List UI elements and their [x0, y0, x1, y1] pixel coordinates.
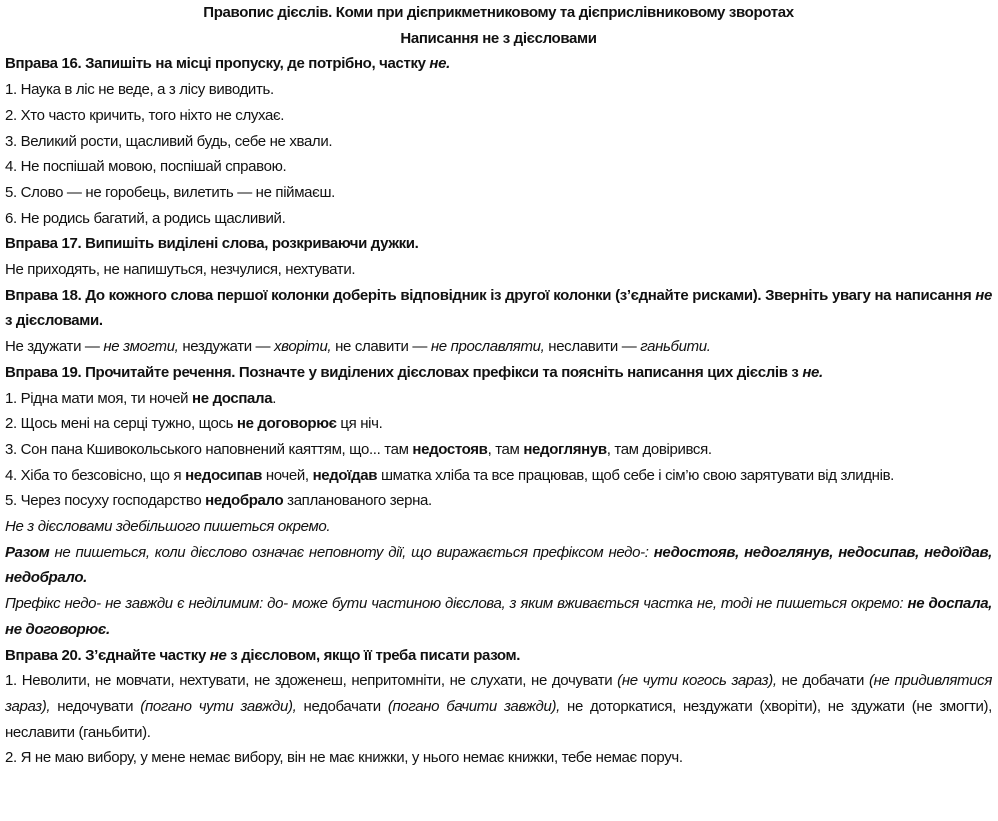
paragraph — [5, 488, 992, 514]
paragraph — [5, 103, 992, 129]
text-run: не — [209, 646, 227, 664]
paragraph — [5, 180, 992, 206]
text-run: не. — [802, 363, 823, 381]
text-run: 1. Наука в ліс не веде, а з лісу виводить. — [5, 81, 274, 99]
text-run: (не чути когось зараз), — [617, 672, 777, 690]
paragraph — [5, 437, 992, 463]
text-run: Не здужати — — [5, 338, 104, 356]
text-run: Вправа 19. Прочитайте речення. Позначте у виділених дієсловах префікси та поясніть написання цих дієслів з — [5, 363, 803, 381]
text-run: 4. Хіба то безсовісно, що я — [5, 466, 186, 484]
exercise-heading — [5, 283, 992, 334]
text-run: 5. Слово — не горобець, вилетить — не піймаєш. — [5, 183, 335, 201]
paragraph — [5, 386, 992, 412]
exercise-heading — [5, 231, 992, 257]
text-run: не договорює — [236, 415, 337, 433]
text-run: не. — [429, 55, 450, 73]
paragraph — [5, 668, 992, 745]
text-run: не добачати — [776, 672, 869, 690]
text-run: 6. Не родись багатий, а родись щасливий. — [5, 209, 286, 227]
text-run: 3. Сон пана Кшивокольського наповнений каяттям, що... там — [5, 440, 413, 458]
text-run: Префікс недо- не завжди є неділимим: до- може бути частиною дієслова, з яким вживається частка не, тоді не пишеться окремо: — [5, 595, 908, 613]
paragraph — [5, 745, 992, 771]
text-run: 2. Щось мені на серці тужно, щось — [5, 415, 237, 433]
text-run: не славити — — [331, 338, 431, 356]
text-run: Написання не з дієсловами — [400, 29, 597, 47]
text-run: недобрало — [205, 492, 284, 510]
text-run: недочувати — [50, 697, 141, 715]
document-title — [5, 26, 992, 52]
text-run: (погано чути завжди), — [140, 697, 297, 715]
text-run: . — [272, 389, 277, 407]
text-run: 2. Я не маю вибору, у мене немає вибору, він не має книжки, у нього немає книжки, тебе немає поруч. — [5, 749, 683, 767]
text-run: запланованого зерна. — [283, 492, 432, 510]
text-run: з дієсловом, якщо її треба писати разом. — [226, 646, 521, 664]
text-run: шматка хліба та все працював, щоб себе і сім’ю свою зарятувати від злиднів. — [377, 466, 894, 484]
text-run: не змогти, — [103, 338, 179, 356]
text-run: (погано бачити завжди), — [387, 697, 560, 715]
exercise-heading — [5, 51, 992, 77]
text-run: ночей, — [262, 466, 313, 484]
text-run: неславити — — [544, 338, 641, 356]
paragraph — [5, 77, 992, 103]
paragraph — [5, 154, 992, 180]
text-run: 1. Неволити, не мовчати, нехтувати, не здоженеш, непритомніти, не слухати, не дочувати — [5, 672, 618, 690]
exercise-heading — [5, 360, 992, 386]
text-run: 3. Великий рости, щасливий будь, себе не хвали. — [5, 132, 333, 150]
exercise-heading — [5, 643, 992, 669]
text-run: 4. Не поспішай мовою, поспішай справою. — [5, 158, 287, 176]
text-run: Вправа 20. З’єднайте частку — [5, 646, 210, 664]
text-run: ця ніч. — [336, 415, 383, 433]
text-run: Правопис дієслів. Коми при дієприкметниковому та дієприслівниковому зворотах — [203, 4, 794, 21]
paragraph — [5, 129, 992, 155]
paragraph — [5, 334, 992, 360]
text-run: не доторкатися, нездужати (хворіти), не здужати (не змогти), неславити (ганьбити). — [5, 697, 992, 741]
text-run: , там — [487, 440, 524, 458]
text-run: недоглянув — [523, 440, 607, 458]
text-run: нездужати — — [178, 338, 275, 356]
text-run: з дієсловами. — [5, 312, 103, 330]
text-run: , там довірився. — [606, 440, 712, 458]
text-run: Вправа 17. Випишіть виділені слова, розкриваючи дужки. — [5, 235, 419, 253]
text-run: 5. Через посуху господарство — [5, 492, 206, 510]
text-run: не доспала — [192, 389, 273, 407]
text-run: недобачати — [296, 697, 388, 715]
text-run: 1. Рідна мати моя, ти ночей — [5, 389, 193, 407]
text-run: Разом — [5, 543, 50, 561]
paragraph — [5, 514, 992, 540]
paragraph — [5, 540, 992, 591]
text-run: Вправа 16. Запишіть на місці пропуску, де потрібно, частку — [5, 55, 430, 73]
text-run: Не приходять, не напишуться, незчулися, нехтувати. — [5, 261, 356, 279]
paragraph — [5, 206, 992, 232]
document-title — [5, 0, 992, 26]
text-run: ганьбити. — [640, 338, 711, 356]
text-run: 2. Хто часто кричить, того ніхто не слухає. — [5, 106, 285, 124]
text-run: недостояв — [412, 440, 488, 458]
text-run: Вправа 18. До кожного слова першої колонки доберіть відповідник із другої колонки (з’єднайте рисками). Зверніть увагу на написання — [5, 286, 976, 304]
text-run: недостояв, недоглянув, недосипав, недоїдав, недобрало. — [5, 543, 992, 587]
text-run: недоїдав — [312, 466, 378, 484]
paragraph — [5, 463, 992, 489]
text-run: не доспала, не договорює. — [5, 595, 993, 638]
text-run: не — [975, 286, 992, 304]
paragraph — [5, 591, 992, 642]
paragraph — [5, 411, 992, 437]
text-run: (не придивлятися зараз), — [5, 672, 992, 715]
text-run: не пишеться, коли дієслово означає неповноту дії, що виражається префіксом недо-: — [49, 543, 654, 561]
text-run: не прославляти, — [430, 338, 545, 356]
text-run: Не з дієсловами здебільшого пишеться окремо. — [5, 518, 331, 536]
text-run: недосипав — [185, 466, 263, 484]
paragraph — [5, 257, 992, 283]
text-run: хворіти, — [274, 338, 332, 356]
